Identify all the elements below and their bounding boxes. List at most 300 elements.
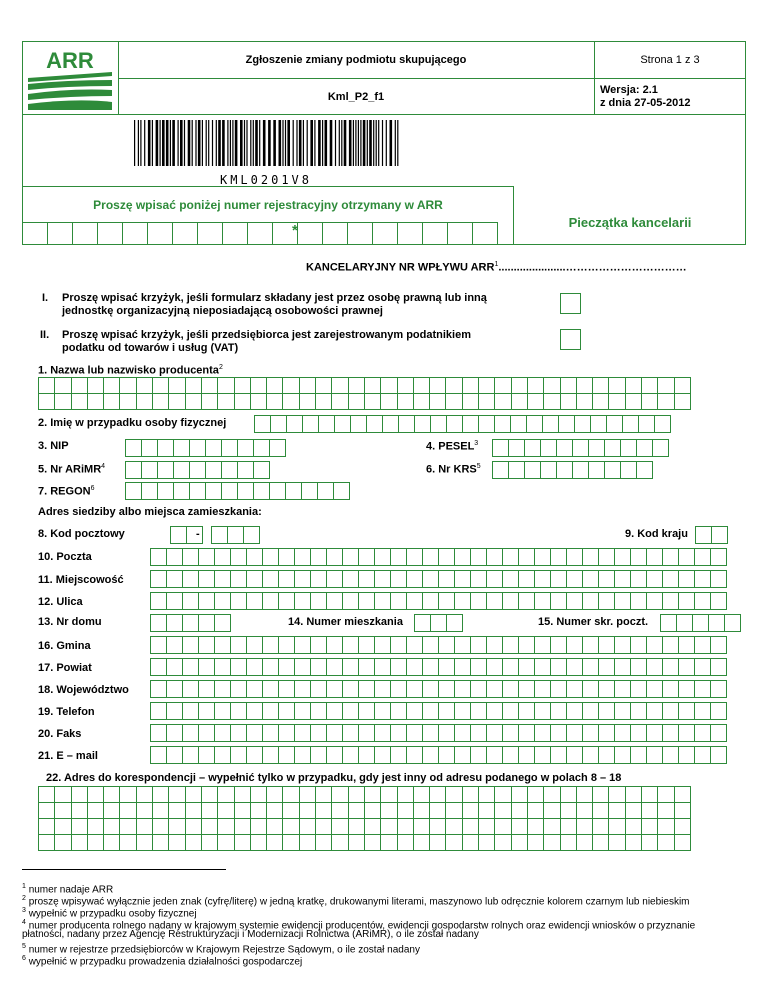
char-box[interactable] <box>606 415 623 433</box>
char-box[interactable] <box>646 680 663 698</box>
grid-cell[interactable] <box>202 835 218 851</box>
grid-cell[interactable] <box>479 394 495 410</box>
char-box[interactable] <box>310 636 327 654</box>
grid-cell[interactable] <box>300 819 316 835</box>
grid-cell[interactable] <box>267 819 283 835</box>
vat-checkbox[interactable] <box>560 329 581 350</box>
grid-cell[interactable] <box>658 394 674 410</box>
grid-cell[interactable] <box>316 394 332 410</box>
char-box[interactable] <box>253 439 270 457</box>
grid-cell[interactable] <box>593 803 609 819</box>
grid-cell[interactable] <box>251 787 267 803</box>
grid-cell[interactable] <box>316 803 332 819</box>
grid-cell[interactable] <box>463 787 479 803</box>
grid-cell[interactable] <box>218 378 234 394</box>
grid-cell[interactable] <box>561 819 577 835</box>
char-box[interactable] <box>262 636 279 654</box>
char-box[interactable] <box>502 746 519 764</box>
char-box[interactable] <box>620 461 637 479</box>
grid-cell[interactable] <box>267 803 283 819</box>
nip-field[interactable] <box>125 439 285 457</box>
grid-cell[interactable] <box>479 787 495 803</box>
grid-cell[interactable] <box>561 835 577 851</box>
char-box[interactable] <box>550 724 567 742</box>
grid-cell[interactable] <box>398 803 414 819</box>
grid-cell[interactable] <box>267 835 283 851</box>
char-box[interactable] <box>614 724 631 742</box>
grid-cell[interactable] <box>55 394 71 410</box>
grid-cell[interactable] <box>381 835 397 851</box>
char-box[interactable] <box>350 415 367 433</box>
char-box[interactable] <box>214 724 231 742</box>
char-box[interactable] <box>182 702 199 720</box>
char-box[interactable] <box>604 439 621 457</box>
char-box[interactable] <box>310 658 327 676</box>
grid-cell[interactable] <box>137 803 153 819</box>
grid-cell[interactable] <box>365 787 381 803</box>
char-box[interactable] <box>406 592 423 610</box>
grid-cell[interactable] <box>332 803 348 819</box>
char-box[interactable] <box>390 548 407 566</box>
grid-cell[interactable] <box>593 378 609 394</box>
char-box[interactable] <box>227 526 244 544</box>
char-box[interactable] <box>406 570 423 588</box>
char-box[interactable] <box>214 614 231 632</box>
char-box[interactable] <box>598 592 615 610</box>
char-box[interactable] <box>358 680 375 698</box>
grid-cell[interactable] <box>365 803 381 819</box>
char-box[interactable] <box>166 592 183 610</box>
grid-cell[interactable] <box>137 394 153 410</box>
grid-cell[interactable] <box>577 378 593 394</box>
char-box[interactable] <box>297 222 323 245</box>
grid-cell[interactable] <box>55 787 71 803</box>
char-box[interactable] <box>334 415 351 433</box>
char-box[interactable] <box>598 570 615 588</box>
char-box[interactable] <box>374 724 391 742</box>
char-box[interactable] <box>678 680 695 698</box>
grid-cell[interactable] <box>332 835 348 851</box>
grid-cell[interactable] <box>120 803 136 819</box>
grid-cell[interactable] <box>218 803 234 819</box>
grid-cell[interactable] <box>495 378 511 394</box>
grid-cell[interactable] <box>39 803 55 819</box>
char-box[interactable] <box>318 415 335 433</box>
char-box[interactable] <box>598 658 615 676</box>
grid-cell[interactable] <box>349 787 365 803</box>
char-box[interactable] <box>278 570 295 588</box>
char-box[interactable] <box>422 724 439 742</box>
char-box[interactable] <box>486 702 503 720</box>
char-box[interactable] <box>278 746 295 764</box>
grid-cell[interactable] <box>186 803 202 819</box>
char-box[interactable] <box>342 702 359 720</box>
char-box[interactable] <box>662 724 679 742</box>
char-box[interactable] <box>566 658 583 676</box>
char-box[interactable] <box>390 658 407 676</box>
char-box[interactable] <box>582 658 599 676</box>
char-box[interactable] <box>574 415 591 433</box>
char-box[interactable] <box>462 415 479 433</box>
char-box[interactable] <box>198 570 215 588</box>
char-box[interactable] <box>694 570 711 588</box>
grid-cell[interactable] <box>349 803 365 819</box>
char-box[interactable] <box>534 724 551 742</box>
char-box[interactable] <box>310 592 327 610</box>
char-box[interactable] <box>358 746 375 764</box>
grid-cell[interactable] <box>479 819 495 835</box>
char-box[interactable] <box>550 592 567 610</box>
char-box[interactable] <box>518 636 535 654</box>
arimr-field[interactable] <box>125 461 269 479</box>
char-box[interactable] <box>630 658 647 676</box>
char-box[interactable] <box>678 548 695 566</box>
char-box[interactable] <box>694 658 711 676</box>
grid-cell[interactable] <box>561 378 577 394</box>
grid-cell[interactable] <box>577 394 593 410</box>
grid-cell[interactable] <box>544 378 560 394</box>
char-box[interactable] <box>550 548 567 566</box>
char-box[interactable] <box>294 680 311 698</box>
char-box[interactable] <box>214 592 231 610</box>
char-box[interactable] <box>550 658 567 676</box>
char-box[interactable] <box>173 461 190 479</box>
char-box[interactable] <box>205 461 222 479</box>
char-box[interactable] <box>486 724 503 742</box>
char-box[interactable] <box>582 680 599 698</box>
grid-cell[interactable] <box>332 378 348 394</box>
grid-cell[interactable] <box>120 819 136 835</box>
grid-cell[interactable] <box>332 819 348 835</box>
char-box[interactable] <box>678 592 695 610</box>
char-box[interactable] <box>310 548 327 566</box>
char-box[interactable] <box>358 636 375 654</box>
char-box[interactable] <box>470 658 487 676</box>
char-box[interactable] <box>614 680 631 698</box>
grid-cell[interactable] <box>72 787 88 803</box>
char-box[interactable] <box>166 702 183 720</box>
char-box[interactable] <box>166 570 183 588</box>
char-box[interactable] <box>472 222 498 245</box>
char-box[interactable] <box>406 680 423 698</box>
char-box[interactable] <box>166 680 183 698</box>
char-box[interactable] <box>534 592 551 610</box>
grid-cell[interactable] <box>316 819 332 835</box>
char-box[interactable] <box>278 548 295 566</box>
grid-cell[interactable] <box>169 394 185 410</box>
char-box[interactable] <box>694 746 711 764</box>
registration-number-field[interactable] <box>22 222 497 245</box>
grid-cell[interactable] <box>153 803 169 819</box>
grid-cell[interactable] <box>642 803 658 819</box>
char-box[interactable] <box>470 570 487 588</box>
grid-cell[interactable] <box>381 803 397 819</box>
grid-cell[interactable] <box>202 803 218 819</box>
char-box[interactable] <box>310 570 327 588</box>
char-box[interactable] <box>534 658 551 676</box>
char-box[interactable] <box>582 548 599 566</box>
grid-cell[interactable] <box>55 835 71 851</box>
char-box[interactable] <box>518 746 535 764</box>
grid-cell[interactable] <box>675 819 691 835</box>
char-box[interactable] <box>422 746 439 764</box>
grid-cell[interactable] <box>609 803 625 819</box>
char-box[interactable] <box>347 222 373 245</box>
char-box[interactable] <box>278 592 295 610</box>
char-box[interactable] <box>172 222 198 245</box>
char-box[interactable] <box>342 658 359 676</box>
char-box[interactable] <box>390 592 407 610</box>
char-box[interactable] <box>125 482 142 500</box>
char-box[interactable] <box>550 680 567 698</box>
char-box[interactable] <box>230 548 247 566</box>
char-box[interactable] <box>486 636 503 654</box>
char-box[interactable] <box>646 702 663 720</box>
char-box[interactable] <box>526 415 543 433</box>
char-box[interactable] <box>454 724 471 742</box>
grid-cell[interactable] <box>528 787 544 803</box>
char-box[interactable] <box>247 222 273 245</box>
grid-cell[interactable] <box>544 394 560 410</box>
char-box[interactable] <box>374 636 391 654</box>
grid-cell[interactable] <box>626 819 642 835</box>
grid-cell[interactable] <box>235 819 251 835</box>
char-box[interactable] <box>566 746 583 764</box>
char-box[interactable] <box>182 724 199 742</box>
char-box[interactable] <box>326 680 343 698</box>
grid-cell[interactable] <box>528 803 544 819</box>
grid-cell[interactable] <box>512 394 528 410</box>
char-box[interactable] <box>406 548 423 566</box>
grid-cell[interactable] <box>104 803 120 819</box>
char-box[interactable] <box>470 680 487 698</box>
char-box[interactable] <box>630 636 647 654</box>
char-box[interactable] <box>173 482 190 500</box>
char-box[interactable] <box>524 439 541 457</box>
grid-cell[interactable] <box>675 787 691 803</box>
char-box[interactable] <box>333 482 350 500</box>
char-box[interactable] <box>566 724 583 742</box>
grid-cell[interactable] <box>626 803 642 819</box>
grid-cell[interactable] <box>365 835 381 851</box>
char-box[interactable] <box>390 570 407 588</box>
char-box[interactable] <box>246 570 263 588</box>
char-box[interactable] <box>582 724 599 742</box>
char-box[interactable] <box>636 439 653 457</box>
grid-cell[interactable] <box>642 787 658 803</box>
char-box[interactable] <box>342 746 359 764</box>
char-box[interactable] <box>182 614 199 632</box>
grid-cell[interactable] <box>398 378 414 394</box>
char-box[interactable] <box>572 461 589 479</box>
char-box[interactable] <box>636 461 653 479</box>
char-box[interactable] <box>630 680 647 698</box>
char-box[interactable] <box>294 702 311 720</box>
char-box[interactable] <box>374 570 391 588</box>
char-box[interactable] <box>486 592 503 610</box>
char-box[interactable] <box>630 548 647 566</box>
char-box[interactable] <box>237 461 254 479</box>
char-box[interactable] <box>372 222 398 245</box>
char-box[interactable] <box>572 439 589 457</box>
city-field[interactable] <box>150 570 726 588</box>
grid-cell[interactable] <box>512 787 528 803</box>
char-box[interactable] <box>294 570 311 588</box>
char-box[interactable] <box>150 658 167 676</box>
grid-cell[interactable] <box>300 803 316 819</box>
grid-cell[interactable] <box>593 787 609 803</box>
grid-cell[interactable] <box>169 835 185 851</box>
grid-cell[interactable] <box>626 394 642 410</box>
char-box[interactable] <box>710 592 727 610</box>
producer-name-field[interactable] <box>38 377 691 410</box>
char-box[interactable] <box>638 415 655 433</box>
char-box[interactable] <box>230 680 247 698</box>
char-box[interactable] <box>630 570 647 588</box>
char-box[interactable] <box>486 658 503 676</box>
grid-cell[interactable] <box>186 378 202 394</box>
char-box[interactable] <box>492 461 509 479</box>
grid-cell[interactable] <box>283 378 299 394</box>
grid-cell[interactable] <box>153 787 169 803</box>
grid-cell[interactable] <box>528 378 544 394</box>
grid-cell[interactable] <box>495 835 511 851</box>
grid-cell[interactable] <box>381 819 397 835</box>
grid-cell[interactable] <box>72 819 88 835</box>
grid-cell[interactable] <box>430 819 446 835</box>
char-box[interactable] <box>390 680 407 698</box>
char-box[interactable] <box>502 658 519 676</box>
grid-cell[interactable] <box>169 803 185 819</box>
char-box[interactable] <box>662 548 679 566</box>
char-box[interactable] <box>590 415 607 433</box>
grid-cell[interactable] <box>626 835 642 851</box>
grid-cell[interactable] <box>365 394 381 410</box>
grid-cell[interactable] <box>153 819 169 835</box>
char-box[interactable] <box>246 702 263 720</box>
char-box[interactable] <box>182 570 199 588</box>
grid-cell[interactable] <box>137 787 153 803</box>
char-box[interactable] <box>502 548 519 566</box>
char-box[interactable] <box>141 461 158 479</box>
grid-cell[interactable] <box>88 803 104 819</box>
char-box[interactable] <box>694 548 711 566</box>
char-box[interactable] <box>150 614 167 632</box>
char-box[interactable] <box>622 415 639 433</box>
char-box[interactable] <box>724 614 741 632</box>
grid-cell[interactable] <box>463 819 479 835</box>
grid-cell[interactable] <box>316 787 332 803</box>
char-box[interactable] <box>170 526 187 544</box>
char-box[interactable] <box>157 482 174 500</box>
char-box[interactable] <box>422 636 439 654</box>
char-box[interactable] <box>710 570 727 588</box>
char-box[interactable] <box>230 746 247 764</box>
char-box[interactable] <box>566 680 583 698</box>
grid-cell[interactable] <box>658 803 674 819</box>
voivodeship-field[interactable] <box>150 680 726 698</box>
grid-cell[interactable] <box>528 394 544 410</box>
char-box[interactable] <box>534 746 551 764</box>
street-field[interactable] <box>150 592 726 610</box>
char-box[interactable] <box>246 592 263 610</box>
grid-cell[interactable] <box>72 378 88 394</box>
pesel-field[interactable] <box>492 439 668 457</box>
char-box[interactable] <box>141 439 158 457</box>
char-box[interactable] <box>166 614 183 632</box>
char-box[interactable] <box>454 680 471 698</box>
char-box[interactable] <box>646 658 663 676</box>
char-box[interactable] <box>205 482 222 500</box>
char-box[interactable] <box>556 439 573 457</box>
char-box[interactable] <box>454 658 471 676</box>
grid-cell[interactable] <box>381 394 397 410</box>
correspondence-address-field[interactable] <box>38 786 691 851</box>
grid-cell[interactable] <box>186 394 202 410</box>
grid-cell[interactable] <box>479 835 495 851</box>
char-box[interactable] <box>317 482 334 500</box>
char-box[interactable] <box>588 439 605 457</box>
grid-cell[interactable] <box>72 803 88 819</box>
char-box[interactable] <box>454 636 471 654</box>
phone-field[interactable] <box>150 702 726 720</box>
grid-cell[interactable] <box>528 819 544 835</box>
grid-cell[interactable] <box>88 378 104 394</box>
char-box[interactable] <box>550 570 567 588</box>
char-box[interactable] <box>269 482 286 500</box>
char-box[interactable] <box>262 592 279 610</box>
grid-cell[interactable] <box>300 787 316 803</box>
char-box[interactable] <box>342 548 359 566</box>
grid-cell[interactable] <box>251 835 267 851</box>
char-box[interactable] <box>310 746 327 764</box>
grid-cell[interactable] <box>495 803 511 819</box>
grid-cell[interactable] <box>430 787 446 803</box>
char-box[interactable] <box>486 570 503 588</box>
char-box[interactable] <box>246 724 263 742</box>
char-box[interactable] <box>430 415 447 433</box>
char-box[interactable] <box>214 570 231 588</box>
char-box[interactable] <box>694 636 711 654</box>
grid-cell[interactable] <box>300 378 316 394</box>
char-box[interactable] <box>230 724 247 742</box>
char-box[interactable] <box>550 702 567 720</box>
grid-cell[interactable] <box>39 835 55 851</box>
grid-cell[interactable] <box>626 787 642 803</box>
char-box[interactable] <box>508 439 525 457</box>
grid-cell[interactable] <box>463 835 479 851</box>
char-box[interactable] <box>253 482 270 500</box>
char-box[interactable] <box>710 658 727 676</box>
char-box[interactable] <box>22 222 48 245</box>
char-box[interactable] <box>598 702 615 720</box>
grid-cell[interactable] <box>235 378 251 394</box>
grid-cell[interactable] <box>186 819 202 835</box>
grid-cell[interactable] <box>153 835 169 851</box>
char-box[interactable] <box>534 702 551 720</box>
grid-cell[interactable] <box>544 835 560 851</box>
postal-code-part2[interactable] <box>211 526 259 544</box>
char-box[interactable] <box>454 702 471 720</box>
grid-cell[interactable] <box>381 378 397 394</box>
char-box[interactable] <box>678 570 695 588</box>
grid-cell[interactable] <box>120 394 136 410</box>
char-box[interactable] <box>254 415 271 433</box>
grid-cell[interactable] <box>349 835 365 851</box>
grid-cell[interactable] <box>202 378 218 394</box>
char-box[interactable] <box>221 461 238 479</box>
grid-cell[interactable] <box>658 819 674 835</box>
